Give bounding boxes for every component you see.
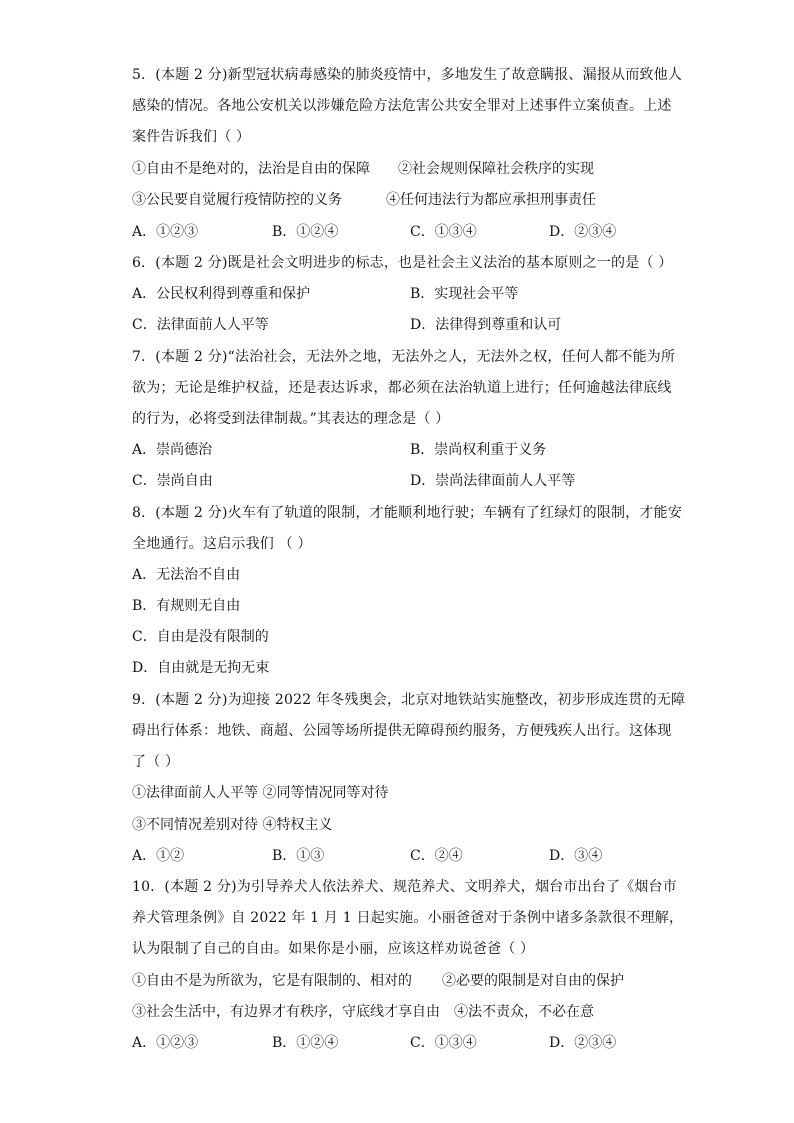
- q7-option-d: D．崇尚法律面前人人平等: [410, 473, 576, 489]
- q7-stem-line-3: 的行为，必将受到法律制裁。”其表达的理念是（ ）: [132, 411, 450, 427]
- q5-item-4: ④任何违法行为都应承担刑事责任: [386, 192, 596, 208]
- q5-option-c: C．①③④: [410, 224, 477, 240]
- q10-item-1: ①自由不是为所欲为，它是有限制的、相对的: [132, 973, 412, 989]
- q7-stem-line-1: 7．(本题 2 分)“法治社会，无法外之地，无法外之人，无法外之权，任何人都不能为所: [132, 349, 676, 365]
- q5-stem-line-3: 案件告诉我们（ ）: [132, 129, 251, 145]
- q9-stem-line-1: 9．(本题 2 分)为迎接 2022 年冬残奥会，北京对地铁站实施整改，初步形成连贯的无障: [132, 692, 686, 708]
- q10-option-c: C．①③④: [410, 1035, 477, 1051]
- q8-option-b: B．有规则无自由: [132, 598, 241, 614]
- q5-option-d: D．②③④: [549, 224, 617, 240]
- q5-stem-line-2: 感染的情况。各地公安机关以涉嫌危险方法危害公共安全罪对上述事件立案侦查。上述: [132, 98, 672, 114]
- q6-option-a: A．公民权利得到尊重和保护: [132, 286, 311, 302]
- q10-item-3: ③社会生活中，有边界才有秩序，守底线才享自由: [132, 1004, 440, 1020]
- q9-option-b: B．①③: [272, 848, 325, 864]
- q9-stem-line-2: 碍出行体系：地铁、商超、公园等场所提供无障碍预约服务，方便残疾人出行。这体现: [132, 723, 672, 739]
- q8-option-d: D．自由就是无拘无束: [132, 660, 270, 676]
- q10-item-2: ②必要的限制是对自由的保护: [442, 973, 624, 989]
- q7-option-c: C．崇尚自由: [132, 473, 213, 489]
- q10-stem-line-2: 养犬管理条例》自 2022 年 1 月 1 日起实施。小丽爸爸对于条例中诸多条款很不理解，: [132, 910, 684, 926]
- q5-item-2: ②社会规则保障社会秩序的实现: [398, 161, 594, 177]
- q9-option-d: D．③④: [549, 848, 603, 864]
- q5-item-3: ③公民要自觉履行疫情防控的义务: [132, 192, 342, 208]
- q6-stem-line-1: 6．(本题 2 分)既是社会文明进步的标志，也是社会主义法治的基本原则之一的是（ ）: [132, 255, 673, 271]
- q7-option-a: A．崇尚德治: [132, 442, 213, 458]
- q10-option-a: A．①②③: [132, 1035, 199, 1051]
- q9-items-line-2: ③不同情况差别对待 ④特权主义: [132, 817, 333, 833]
- q8-option-a: A．无法治不自由: [132, 567, 241, 583]
- q8-stem-line-2: 全地通行。这启示我们 （ ）: [132, 536, 312, 552]
- q7-option-b: B．崇尚权利重于义务: [410, 442, 547, 458]
- q5-stem-line-1: 5．(本题 2 分)新型冠状病毒感染的肺炎疫情中，多地发生了故意瞒报、漏报从而致他人: [132, 67, 683, 83]
- q10-option-d: D．②③④: [549, 1035, 617, 1051]
- q8-option-c: C．自由是没有限制的: [132, 629, 269, 645]
- q9-option-c: C．②④: [410, 848, 463, 864]
- q10-stem-line-1: 10．(本题 2 分)为引导养犬人依法养犬、规范养犬、文明养犬，烟台市出台了《烟台市: [132, 879, 677, 895]
- q10-stem-line-3: 认为限制了自己的自由。如果你是小丽，应该这样劝说爸爸（ ）: [132, 941, 535, 957]
- q9-items-line-1: ①法律面前人人平等 ②同等情况同等对待: [132, 785, 389, 801]
- q10-option-b: B．①②④: [272, 1035, 339, 1051]
- q5-option-b: B．①②④: [272, 224, 339, 240]
- q5-item-1: ①自由不是绝对的，法治是自由的保障: [132, 161, 370, 177]
- q6-option-c: C．法律面前人人平等: [132, 317, 269, 333]
- q5-option-a: A．①②③: [132, 224, 199, 240]
- q10-item-4: ④法不责众，不必在意: [454, 1004, 594, 1020]
- q9-stem-line-3: 了（ ）: [132, 754, 180, 770]
- q7-stem-line-2: 欲为；无论是维护权益，还是表达诉求，都必须在法治轨道上进行；任何逾越法律底线: [132, 380, 672, 396]
- q9-option-a: A．①②: [132, 848, 185, 864]
- q8-stem-line-1: 8．(本题 2 分)火车有了轨道的限制，才能顺利地行驶；车辆有了红绿灯的限制，才能安: [132, 505, 683, 521]
- q6-option-b: B．实现社会平等: [410, 286, 519, 302]
- q6-option-d: D．法律得到尊重和认可: [410, 317, 562, 333]
